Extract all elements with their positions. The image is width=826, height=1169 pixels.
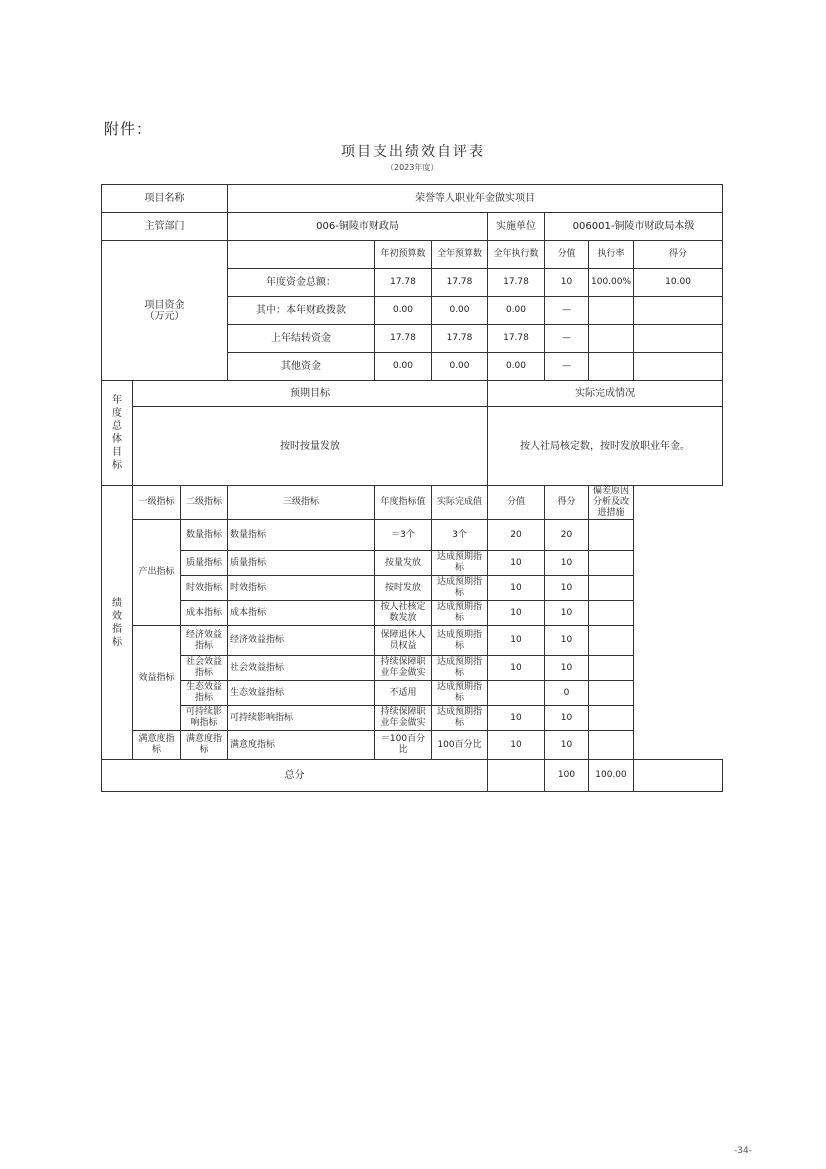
perf-l2: 质量指标 [181,551,228,576]
perf-header-l1: 一级指标 [133,486,181,520]
funds-cell: 0.00 [488,297,545,325]
perf-l2: 成本指标 [181,601,228,626]
perf-l3: 满意度指标 [228,731,375,760]
perf-target: 不适用 [375,681,432,706]
perf-header-actual: 实际完成值 [432,486,488,520]
perf-l2: 数量指标 [181,520,228,551]
funds-header-initial: 年初预算数 [375,241,432,269]
total-blank [488,760,545,792]
perf-header-score: 得分 [545,486,589,520]
funds-cell [634,325,723,353]
funds-cell [589,325,634,353]
perf-actual: 达成预期指标 [432,626,488,656]
funds-header-rate: 执行率 [589,241,634,269]
funds-cell: 10 [545,269,589,297]
perf-actual: 达成预期指标 [432,551,488,576]
perf-reason [589,576,634,601]
perf-reason [589,551,634,576]
attachment-label: 附件： [104,120,153,138]
funds-cell: 17.78 [375,325,432,353]
perf-l2: 社会效益指标 [181,656,228,681]
perf-score: 10 [545,551,589,576]
perf-actual: 达成预期指标 [432,706,488,731]
perf-reason [589,601,634,626]
funds-cell: 0.00 [375,297,432,325]
goals-label: 年度总体目标 [102,381,133,486]
project-name-value: 荣誉等人职业年金做实项目 [228,185,723,213]
perf-score-val: 20 [488,520,545,551]
perf-l1: 产出指标 [133,520,181,626]
perf-score-val: 10 [488,731,545,760]
perf-actual: 达成预期指标 [432,576,488,601]
funds-cell: 0.00 [432,297,488,325]
funds-cell [634,353,723,381]
funds-cell: 0.00 [432,353,488,381]
funds-header-exec: 全年执行数 [488,241,545,269]
page-number: -34- [734,1146,752,1156]
perf-score-val: 10 [488,706,545,731]
funds-cell: 17.78 [488,325,545,353]
perf-score: 20 [545,520,589,551]
perf-l2: 时效指标 [181,576,228,601]
perf-score-val: 10 [488,656,545,681]
unit-label: 实施单位 [488,213,545,241]
perf-l3: 可持续影响指标 [228,706,375,731]
perf-l2: 生态效益指标 [181,681,228,706]
perf-l3: 社会效益指标 [228,656,375,681]
funds-cell [589,353,634,381]
perf-score-val: 10 [488,601,545,626]
perf-reason [589,706,634,731]
perf-target: 保障退休人员权益 [375,626,432,656]
perf-reason [589,626,634,656]
dept-label: 主管部门 [102,213,228,241]
funds-header-full: 全年预算数 [432,241,488,269]
funds-row-label: 年度资金总额： [228,269,375,297]
perf-target: 持续保障职业年金做实 [375,706,432,731]
page-title: 项目支出绩效自评表 [341,144,485,160]
perf-reason [589,681,634,706]
perf-score-val: 10 [488,576,545,601]
perf-header-l2: 二级指标 [181,486,228,520]
perf-reason [589,731,634,760]
perf-score-val [488,681,545,706]
perf-reason [589,520,634,551]
perf-score: 10 [545,706,589,731]
funds-header-score-val: 分值 [545,241,589,269]
funds-cell: 10.00 [634,269,723,297]
goals-expected: 按时按量发放 [133,407,488,486]
perf-target: 持续保障职业年金做实 [375,656,432,681]
perf-reason [589,656,634,681]
funds-cell: 100.00% [589,269,634,297]
perf-header-reason: 偏差原因分析及改进措施 [589,486,634,520]
perf-score: 0 [545,681,589,706]
funds-cell [634,297,723,325]
perf-target: ＝100百分比 [375,731,432,760]
perf-score: 10 [545,576,589,601]
perf-score: 10 [545,626,589,656]
perf-target: 按人社核定数发放 [375,601,432,626]
funds-cell: 17.78 [375,269,432,297]
perf-actual: 3个 [432,520,488,551]
perf-header-target: 年度指标值 [375,486,432,520]
perf-target: 按量发放 [375,551,432,576]
perf-l1: 满意度指标 [133,731,181,760]
perf-score: 10 [545,731,589,760]
funds-cell: 17.78 [432,269,488,297]
year-label: （2023年度） [386,163,439,172]
total-label: 总分 [102,760,488,792]
perf-l3: 数量指标 [228,520,375,551]
perf-l2: 可持续影响指标 [181,706,228,731]
funds-row-label: 其中：本年财政拨款 [228,297,375,325]
funds-row-label: 上年结转资金 [228,325,375,353]
perf-l2: 满意度指标 [181,731,228,760]
perf-l3: 经济效益指标 [228,626,375,656]
perf-actual: 达成预期指标 [432,601,488,626]
perf-target: 按时发放 [375,576,432,601]
unit-value: 006001-铜陵市财政局本级 [545,213,723,241]
funds-cell: 0.00 [375,353,432,381]
perf-target: ＝3个 [375,520,432,551]
perf-score-val: 10 [488,551,545,576]
perf-label: 绩效指标 [102,486,133,760]
total-reason [634,760,723,792]
perf-l2: 经济效益指标 [181,626,228,656]
perf-score-val: 10 [488,626,545,656]
funds-header-score: 得分 [634,241,723,269]
perf-score: 10 [545,601,589,626]
funds-cell: 17.78 [432,325,488,353]
perf-header-l3: 三级指标 [228,486,375,520]
perf-l3: 成本指标 [228,601,375,626]
perf-actual: 达成预期指标 [432,656,488,681]
performance-table [101,184,723,792]
perf-actual: 100百分比 [432,731,488,760]
dept-value: 006-铜陵市财政局 [228,213,488,241]
funds-cell [589,297,634,325]
goals-actual: 按人社局核定数，按时发放职业年金。 [488,407,723,486]
funds-cell: 0.00 [488,353,545,381]
funds-label: 项目资金 （万元） [102,241,228,381]
goals-expected-label: 预期目标 [133,381,488,407]
funds-cell: — [545,297,589,325]
goals-actual-label: 实际完成情况 [488,381,723,407]
funds-cell: — [545,353,589,381]
perf-header-score-val: 分值 [488,486,545,520]
perf-l3: 生态效益指标 [228,681,375,706]
total-score-val: 100 [545,760,589,792]
total-score: 100.00 [589,760,634,792]
perf-actual: 达成预期指标 [432,681,488,706]
project-name-label: 项目名称 [102,185,228,213]
perf-l1: 效益指标 [133,626,181,731]
funds-cell: — [545,325,589,353]
perf-score: 10 [545,656,589,681]
funds-row-label: 其他资金 [228,353,375,381]
perf-l3: 质量指标 [228,551,375,576]
perf-l3: 时效指标 [228,576,375,601]
funds-cell: 17.78 [488,269,545,297]
funds-header-blank [228,241,375,269]
